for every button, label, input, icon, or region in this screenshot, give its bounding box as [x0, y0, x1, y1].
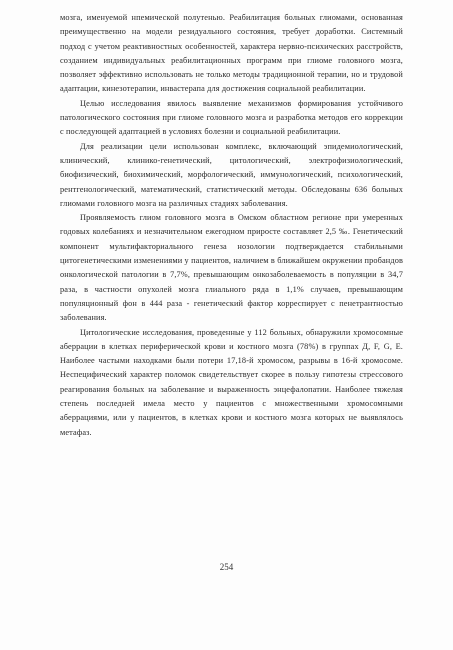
body-text: [60, 11, 403, 440]
paragraph-5: Цитологические исследования, проведенные у 112 больных, обнаружили хромосомные аберрации в клетках периферической крови и костного мозга (78%) в группах Д, F, G, E. Наиболее частыми находками были потери 17,18-й хромосом, разрывы в 16-й хромосоме. Неспецифический характер поломок свидетельствует скорее в пользу гипотезы стрессового реагирования больных на заболевание и выраженность энцефалопатии. Наиболее тяжелая степень последней имела место у пациентов с множественными хромосомными аберрациями, или у пациентов, в клетках крови и костного мозга которых не выявлялось метафаз.: [60, 327, 403, 437]
paragraph-1: мозга, именуемой нпемической полутенью. Реабилитация больных глиомами, основанная преимущественно на модели резидуального состояния, требует доработки. Системный подход с учетом реактивностных особенностей, характера нервно-психических расстройств, созданием индивидуальных реабилитационных программ при глиоме головного мозга, позволяет эффективно использовать не только методы традиционной терапии, но и трудовой адаптации, кинезотерапии, инвастерапа для достижения социальной реабилитации.: [60, 13, 403, 94]
paragraph-2: Целью исследования явилось выявление механизмов формирования устойчивого патологического состояния при глиоме головного мозга и разработка методов его коррекции с последующей адаптацией в условиях болезни и социальной реабилитации.: [60, 98, 403, 137]
paragraph-3: Для реализации цели использован комплекс, включающий эпидемиологический, клинический, клинико-генетический, цитологический, электрофизиологический, биофизический, биохимический, морфологический, иммунологический, психологический, рентгенологический, математический, статистический методы. Обследованы 636 больных глиомами головного мозга на различных стадиях заболевания.: [60, 141, 403, 208]
page-number: 254: [219, 562, 234, 572]
paragraph-4: Проявляемость глиом головного мозга в Омском областном регионе при умеренных годовых колебаниях и незначительном ежегодном прироcте составляет 2,5 ‰. Генетический компонент мультифакториального генеза нозологии подтверждается стабильными цитогенетическими изменениями у пациентов, наличием в ближайшем окружении пробандов онкологической патологии в 7,7%, превышающим онкозаболеваемость в популяции в 34,7 раза, в частности опухолей мозга глиального ряда в 1,1% случаев, превышающим популяционный фон в 444 раза - генетический фактор корреспирует с пенетрантностью заболевания.: [60, 213, 403, 323]
